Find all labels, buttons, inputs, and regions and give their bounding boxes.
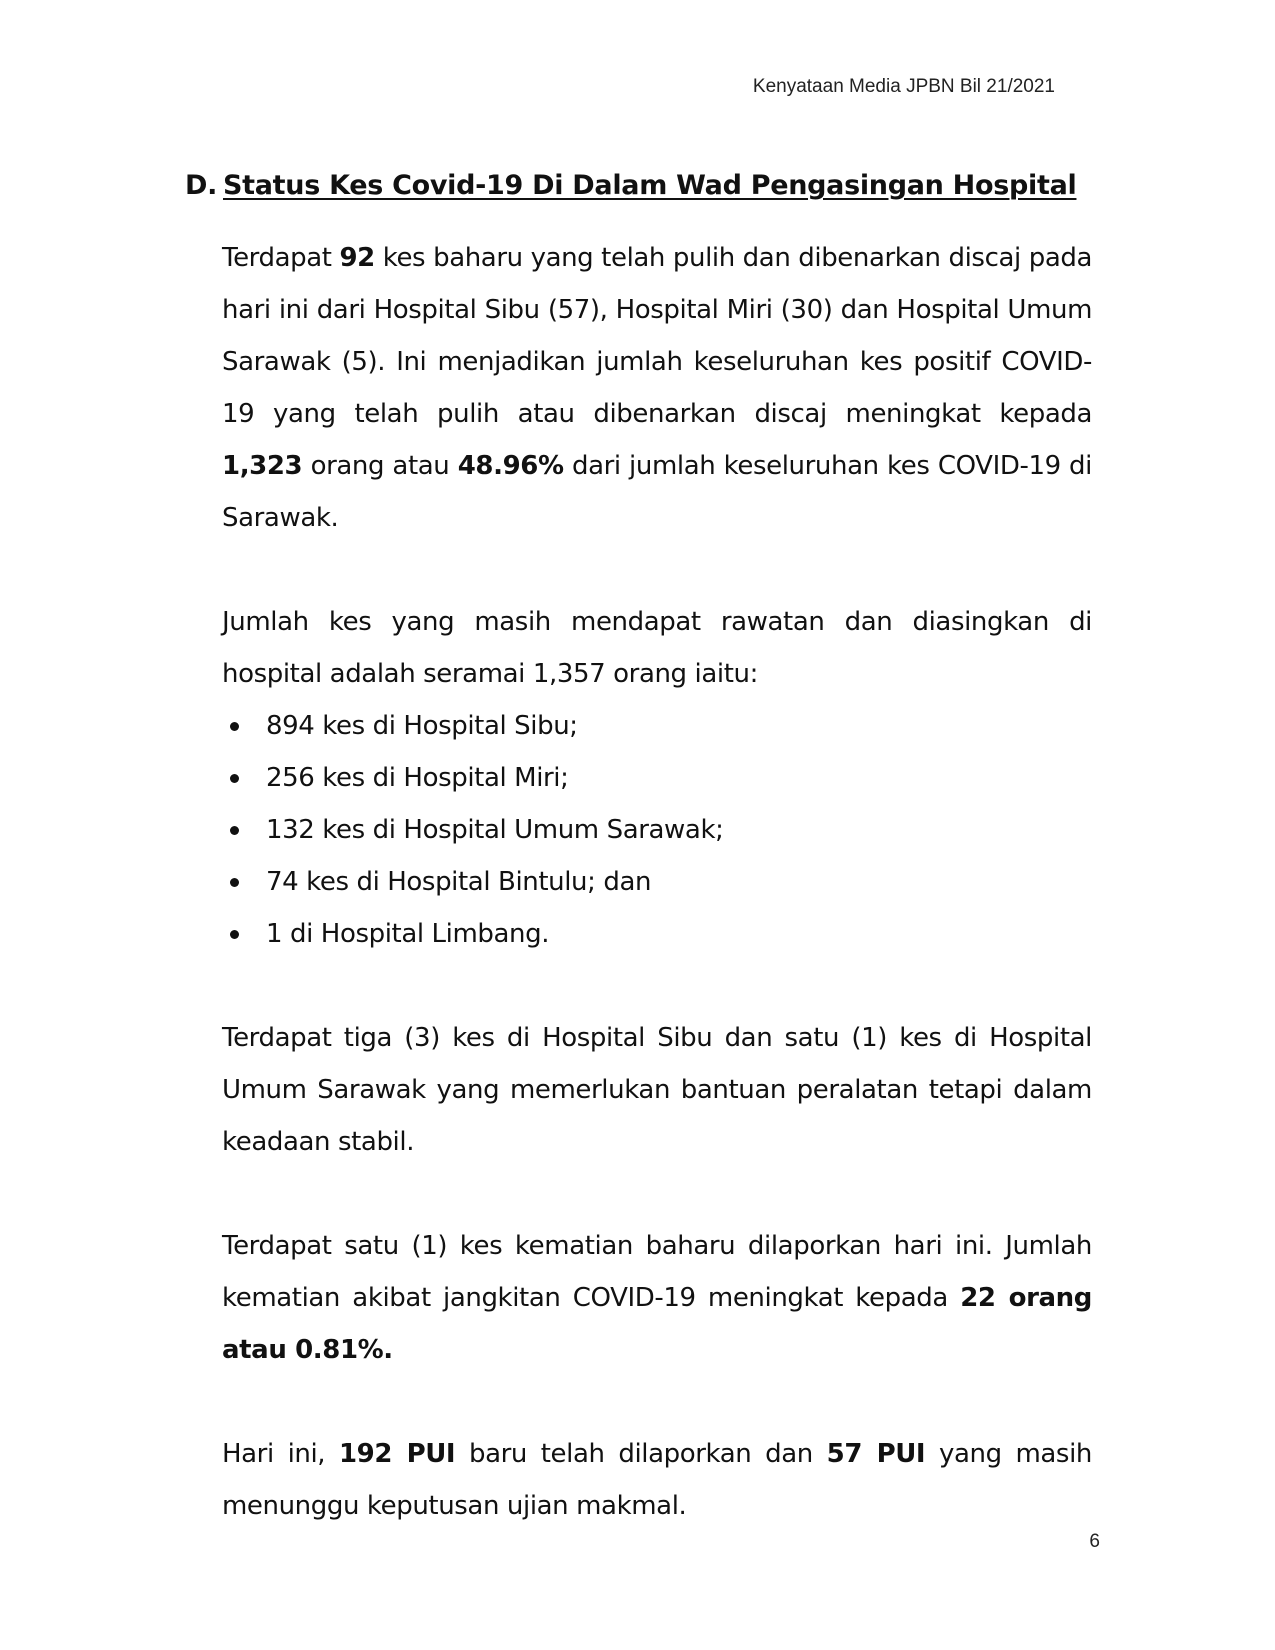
text-span: Hari ini, [222, 1439, 339, 1469]
text-span: yang masih menunggu keputusan ujian makmal. [222, 1439, 1092, 1521]
bold-death-total: 22 orang atau 0.81%. [222, 1283, 1092, 1365]
section-title: Status Kes Covid-19 Di Dalam Wad Pengasingan Hospital [223, 170, 1077, 201]
bullet-icon [230, 774, 239, 783]
page-number: 6 [1089, 1531, 1100, 1552]
text-span: Terdapat satu (1) kes kematian baharu dilaporkan hari ini. Jumlah kematian akibat jangkitan COVID-19 meningkat kepada [222, 1231, 1092, 1313]
list-item [222, 700, 1092, 752]
section-letter: D. [185, 170, 218, 201]
bold-new-pui: 192 PUI [338, 1439, 456, 1469]
bullet-icon [230, 930, 239, 939]
paragraph-pui [222, 1428, 1092, 1532]
paragraph-recoveries [222, 232, 1092, 544]
list-item-text: 256 kes di Hospital Miri; [266, 763, 569, 793]
paragraph-gap [222, 1376, 1092, 1428]
list-item [222, 908, 1092, 960]
list-item-text: 894 kes di Hospital Sibu; [266, 711, 578, 741]
list-item-text: 132 kes di Hospital Umum Sarawak; [266, 815, 724, 845]
text-span: dari jumlah keseluruhan kes COVID-19 di Sarawak. [222, 451, 1092, 533]
text-span: kes baharu yang telah pulih dan dibenarkan discaj pada hari ini dari Hospital Sibu (57), Hospital Miri (30) dan Hospital Umum Sarawak (5). Ini menjadikan jumlah keseluruhan kes positif COVID-19 yang telah pulih atau dibenarkan discaj meningkat kepada [222, 243, 1092, 429]
text-span: baru telah dilaporkan dan [455, 1439, 827, 1469]
paragraph-hospitalised-intro: Jumlah kes yang masih mendapat rawatan dan diasingkan di hospital adalah seramai 1,357 orang iaitu: [222, 607, 1092, 689]
bold-recovery-rate: 48.96% [457, 451, 564, 481]
paragraph-gap [222, 960, 1092, 1012]
bullet-icon [230, 826, 239, 835]
paragraph-equipment-support: Terdapat tiga (3) kes di Hospital Sibu dan satu (1) kes di Hospital Umum Sarawak yang memerlukan bantuan peralatan tetapi dalam keadaan stabil. [222, 1023, 1092, 1157]
list-item [222, 752, 1092, 804]
bold-total-recovered: 1,323 [222, 451, 303, 481]
document-body [222, 232, 1092, 1532]
list-item [222, 804, 1092, 856]
paragraph-gap [222, 544, 1092, 596]
hospital-case-list [222, 700, 1092, 960]
list-item-text: 74 kes di Hospital Bintulu; dan [266, 867, 652, 897]
list-item [222, 856, 1092, 908]
text-span: Terdapat [222, 243, 340, 273]
text-span: orang atau [302, 451, 458, 481]
paragraph-gap [222, 1168, 1092, 1220]
bold-pending-pui: 57 PUI [826, 1439, 926, 1469]
list-item-text: 1 di Hospital Limbang. [266, 919, 550, 949]
paragraph-deaths [222, 1220, 1092, 1376]
document-reference: Kenyataan Media JPBN Bil 21/2021 [752, 76, 1055, 97]
section-heading [185, 170, 1076, 201]
bold-new-recoveries: 92 [339, 243, 375, 273]
bullet-icon [230, 722, 239, 731]
bullet-icon [230, 878, 239, 887]
